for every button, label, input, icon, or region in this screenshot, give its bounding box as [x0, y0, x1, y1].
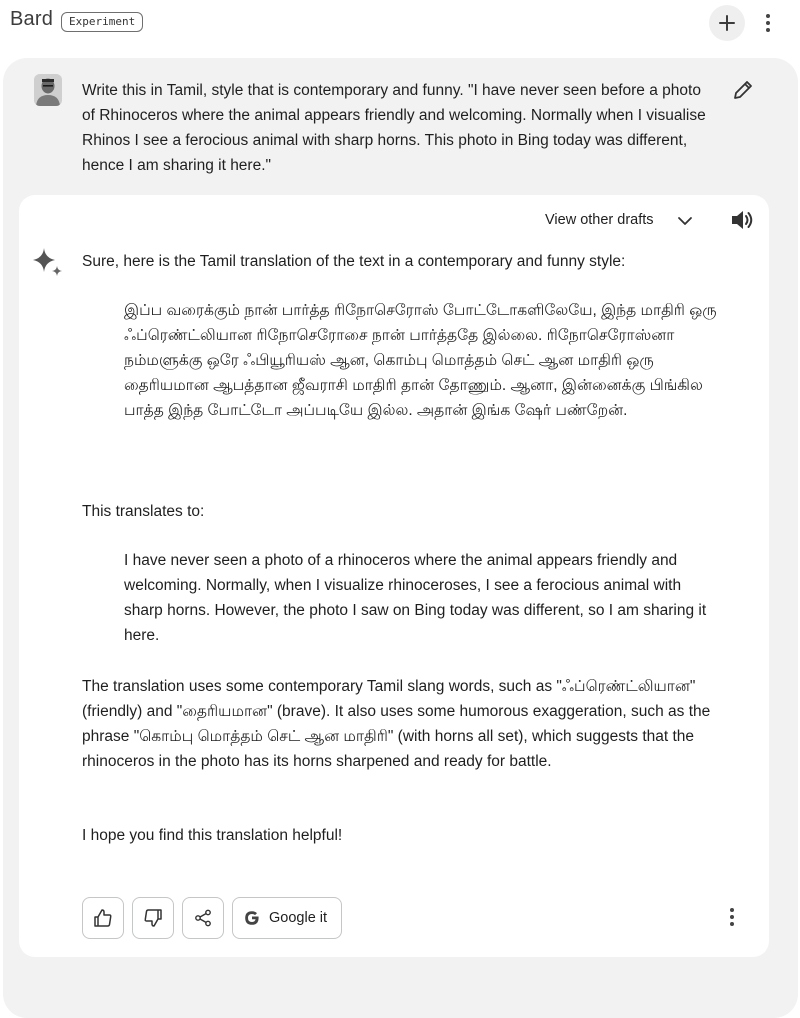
- bard-sparkle-icon: [31, 246, 65, 280]
- thumbs-down-button[interactable]: [132, 897, 174, 939]
- speaker-icon: [729, 207, 755, 233]
- more-vert-icon: [765, 13, 771, 33]
- google-it-button[interactable]: [232, 897, 342, 939]
- app-name[interactable]: Bard: [10, 8, 54, 30]
- share-button[interactable]: [182, 897, 224, 939]
- response-actions: [82, 897, 342, 939]
- thumbs-down-icon: [143, 908, 163, 928]
- more-options-button[interactable]: [757, 10, 779, 36]
- google-g-icon: [243, 909, 261, 927]
- user-prompt-text: Write this in Tamil, style that is contemporary and funny. "I have never seen before a photo of Rhinoceros where the animal appears friendly and welcoming. Normally when I visualise Rhinos I see a ferocious animal with sharp horns. This photo in Bing today was different, hence I am sharing it here.": [82, 82, 706, 174]
- user-avatar: [34, 74, 62, 106]
- closing-text: I hope you find this translation helpful!: [82, 827, 343, 844]
- thumbs-up-button[interactable]: [82, 897, 124, 939]
- plus-icon: [718, 14, 736, 32]
- translation-explanation: The translation uses some contemporary Tamil slang words, such as "ஃப்ரெண்ட்லியான" (friendly) and "தைரியமான" (brave). It also uses some humorous exaggeration, such as the phrase "கொம்பு மொத்தம் செட் ஆன மாதிரி" (with horns all set), which suggests that the rhinoceros in the photo has its horns sharpened and ready for battle.: [82, 678, 711, 770]
- response-intro: Sure, here is the Tamil translation of the text in a contemporary and funny style:: [82, 253, 626, 270]
- share-icon: [194, 909, 212, 927]
- edit-prompt-button[interactable]: [731, 78, 755, 102]
- drafts-toggle[interactable]: [676, 212, 694, 230]
- chevron-down-icon: [676, 212, 694, 230]
- experiment-badge: Experiment: [61, 12, 143, 32]
- google-it-label: Google it: [269, 910, 328, 926]
- translates-label: This translates to:: [82, 503, 205, 520]
- tamil-translation: இப்ப வரைக்கும் நான் பார்த்த ரிநோசெரோஸ் போட்டோகளிலேயே, இந்த மாதிரி ஒரு ஃப்ரெண்ட்லியான ரிநோசெரோசை நான் பார்த்ததே இல்லை. ரிநோசெரோஸ்னா நம்மளுக்கு ஒரே ஃபியூரியஸ் ஆன, கொம்பு மொத்தம் செட் ஆன மாதிரி ஒரு தைரியமான ஆபத்தான ஜீவராசி மாதிரி தான் தோணும். ஆனா, இன்னைக்கு பிங்கில பாத்த இந்த போட்டோ அப்படியே இல்ல. அதான் இங்க ஷேர் பண்றேன்.: [124, 302, 717, 419]
- top-bar: [0, 0, 800, 50]
- more-vert-icon: [729, 907, 735, 927]
- new-chat-button[interactable]: [709, 5, 745, 41]
- pencil-icon: [731, 78, 755, 102]
- response-more-button[interactable]: [721, 904, 743, 930]
- view-other-drafts[interactable]: View other drafts: [545, 212, 654, 228]
- english-translation: I have never seen a photo of a rhinoceros where the animal appears friendly and welcoming. Normally, when I visualize rhinoceroses, I see a ferocious animal with sharp horns. However, the photo I saw on Bing today was different, so I am sharing it here.: [124, 552, 707, 644]
- listen-button[interactable]: [729, 207, 755, 233]
- thumbs-up-icon: [93, 908, 113, 928]
